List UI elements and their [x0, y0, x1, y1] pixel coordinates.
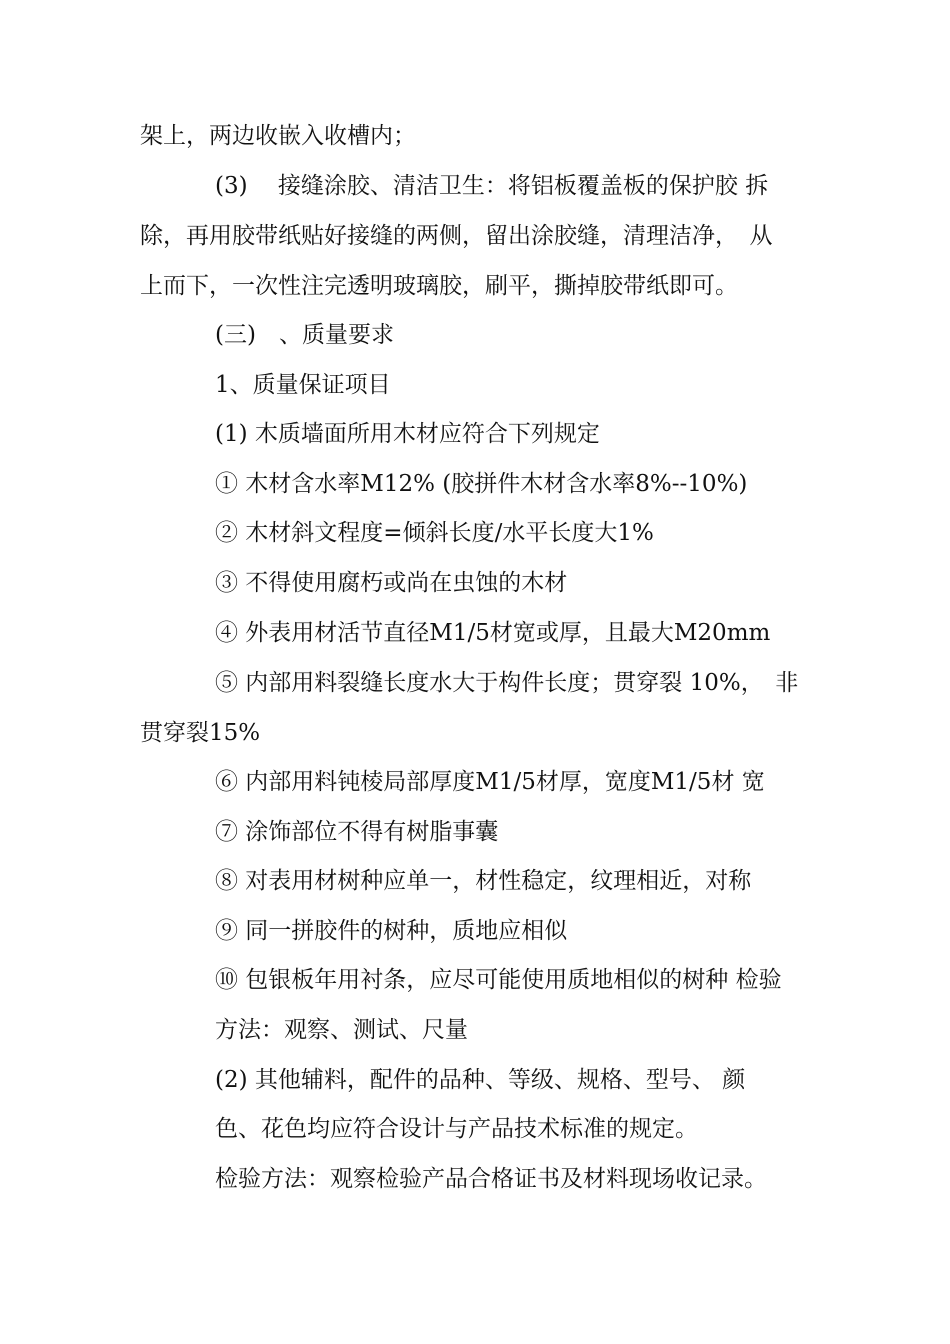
- text-line: 色、花色均应符合设计与产品技术标准的规定。: [215, 1116, 698, 1142]
- list-item: ① 木材含水率M12% (胶拼件木材含水率8%--10%): [215, 471, 748, 497]
- list-item: ⑥ 内部用料钝棱局部厚度M1/5材厚，宽度M1/5材 宽: [215, 769, 765, 795]
- list-item: ⑦ 涂饰部位不得有树脂事囊: [215, 819, 499, 845]
- list-item: ② 木材斜文程度=倾斜长度/水平长度大1%: [215, 520, 654, 546]
- list-item: ③ 不得使用腐朽或尚在虫蚀的木材: [215, 570, 568, 596]
- section-heading: (三) 、质量要求: [215, 322, 394, 348]
- list-item: ⑧ 对表用材树种应单一，材性稳定，纹理相近，对称: [215, 868, 752, 894]
- text-line: (1) 木质墙面所用木材应符合下列规定: [215, 421, 600, 447]
- text-line: 除，再用胶带纸贴好接缝的两侧，留出涂胶缝，清理洁净， 从: [140, 223, 773, 249]
- list-item: ⑩ 包银板年用衬条，应尽可能使用质地相似的树种 检验: [215, 967, 782, 993]
- text-line: 方法：观察、测试、尺量: [215, 1017, 468, 1043]
- text-line: (2) 其他辅料，配件的品种、等级、规格、型号、 颜: [215, 1067, 746, 1093]
- text-line: 检验方法：观察检验产品合格证书及材料现场收记录。: [215, 1166, 767, 1192]
- subsection-heading: 1、质量保证项目: [215, 372, 391, 398]
- text-line: 架上，两边收嵌入收槽内；: [140, 123, 416, 149]
- text-line: (3) 接缝涂胶、清洁卫生：将铝板覆盖板的保护胶 拆: [215, 173, 769, 199]
- text-line: 上而下，一次性注完透明玻璃胶，刷平，撕掉胶带纸即可。: [140, 273, 738, 299]
- list-item: ④ 外表用材活节直径M1/5材宽或厚，且最大M20mm: [215, 620, 771, 646]
- list-item: ⑤ 内部用料裂缝长度水大于构件长度；贯穿裂 10%， 非: [215, 670, 799, 696]
- text-line: 贯穿裂15%: [140, 720, 261, 746]
- list-item: ⑨ 同一拼胶件的树种，质地应相似: [215, 918, 568, 944]
